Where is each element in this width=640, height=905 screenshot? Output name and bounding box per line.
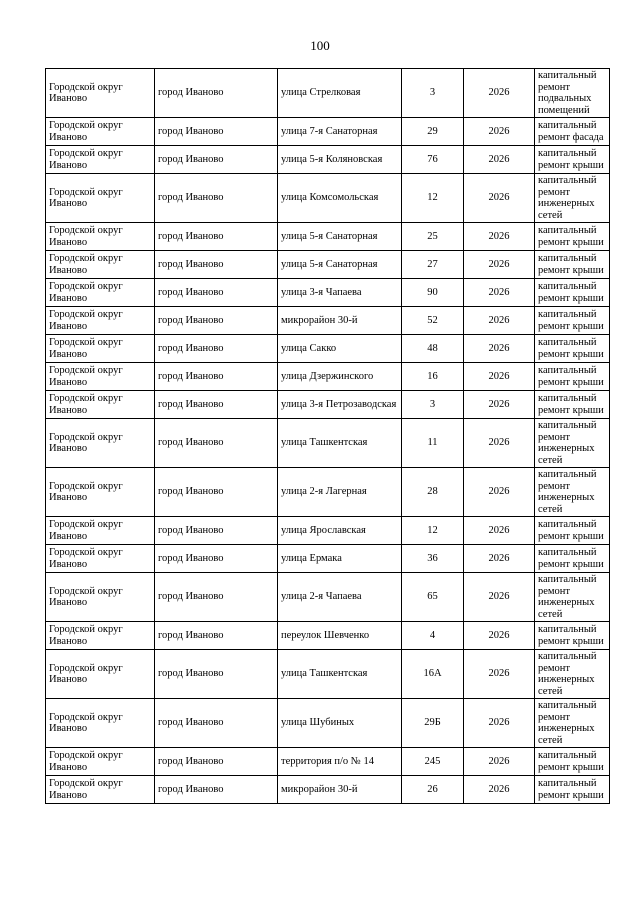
table-row xyxy=(46,69,610,118)
house-cell: 26 xyxy=(402,776,464,804)
city-cell: город Иваново xyxy=(155,517,278,545)
table-row xyxy=(46,391,610,419)
okrug-cell: Городской округ Иваново xyxy=(46,279,155,307)
house-cell: 29 xyxy=(402,118,464,146)
street-cell: переулок Шевченко xyxy=(278,622,402,650)
year-cell: 2026 xyxy=(464,468,535,517)
table-row xyxy=(46,174,610,223)
street-cell: улица Ташкентская xyxy=(278,650,402,699)
table-row xyxy=(46,517,610,545)
work-type-cell: капитальный ремонт крыши xyxy=(535,363,610,391)
house-cell: 28 xyxy=(402,468,464,517)
okrug-cell: Городской округ Иваново xyxy=(46,517,155,545)
street-cell: улица 7-я Санаторная xyxy=(278,118,402,146)
street-cell: улица 2-я Лагерная xyxy=(278,468,402,517)
house-cell: 25 xyxy=(402,223,464,251)
work-type-cell: капитальный ремонт подвальных помещений xyxy=(535,69,610,118)
table-row xyxy=(46,146,610,174)
table-row xyxy=(46,251,610,279)
street-cell: улица Дзержинского xyxy=(278,363,402,391)
year-cell: 2026 xyxy=(464,279,535,307)
house-cell: 12 xyxy=(402,517,464,545)
city-cell: город Иваново xyxy=(155,146,278,174)
okrug-cell: Городской округ Иваново xyxy=(46,363,155,391)
work-type-cell: капитальный ремонт фасада xyxy=(535,118,610,146)
house-cell: 52 xyxy=(402,307,464,335)
city-cell: город Иваново xyxy=(155,363,278,391)
house-cell: 90 xyxy=(402,279,464,307)
year-cell: 2026 xyxy=(464,748,535,776)
okrug-cell: Городской округ Иваново xyxy=(46,307,155,335)
work-type-cell: капитальный ремонт крыши xyxy=(535,335,610,363)
table-row xyxy=(46,363,610,391)
work-type-cell: капитальный ремонт крыши xyxy=(535,545,610,573)
work-type-cell: капитальный ремонт крыши xyxy=(535,748,610,776)
city-cell: город Иваново xyxy=(155,279,278,307)
work-type-cell: капитальный ремонт крыши xyxy=(535,622,610,650)
city-cell: город Иваново xyxy=(155,118,278,146)
street-cell: микрорайон 30-й xyxy=(278,307,402,335)
work-type-cell: капитальный ремонт крыши xyxy=(535,517,610,545)
street-cell: улица 5-я Санаторная xyxy=(278,251,402,279)
street-cell: улица 3-я Чапаева xyxy=(278,279,402,307)
table-row xyxy=(46,573,610,622)
city-cell: город Иваново xyxy=(155,69,278,118)
house-cell: 4 xyxy=(402,622,464,650)
street-cell: улица 5-я Коляновская xyxy=(278,146,402,174)
city-cell: город Иваново xyxy=(155,622,278,650)
city-cell: город Иваново xyxy=(155,391,278,419)
okrug-cell: Городской округ Иваново xyxy=(46,118,155,146)
year-cell: 2026 xyxy=(464,335,535,363)
year-cell: 2026 xyxy=(464,545,535,573)
street-cell: микрорайон 30-й xyxy=(278,776,402,804)
city-cell: город Иваново xyxy=(155,748,278,776)
table-row xyxy=(46,776,610,804)
street-cell: улица 5-я Санаторная xyxy=(278,223,402,251)
table-row xyxy=(46,335,610,363)
work-type-cell: капитальный ремонт крыши xyxy=(535,776,610,804)
table-row xyxy=(46,468,610,517)
house-cell: 36 xyxy=(402,545,464,573)
work-type-cell: капитальный ремонт инженерных сетей xyxy=(535,468,610,517)
year-cell: 2026 xyxy=(464,118,535,146)
work-type-cell: капитальный ремонт инженерных сетей xyxy=(535,699,610,748)
city-cell: город Иваново xyxy=(155,307,278,335)
city-cell: город Иваново xyxy=(155,251,278,279)
year-cell: 2026 xyxy=(464,69,535,118)
page-number: 100 xyxy=(310,38,330,53)
house-cell: 245 xyxy=(402,748,464,776)
okrug-cell: Городской округ Иваново xyxy=(46,146,155,174)
table-row xyxy=(46,118,610,146)
okrug-cell: Городской округ Иваново xyxy=(46,69,155,118)
city-cell: город Иваново xyxy=(155,545,278,573)
okrug-cell: Городской округ Иваново xyxy=(46,251,155,279)
house-cell: 48 xyxy=(402,335,464,363)
house-cell: 76 xyxy=(402,146,464,174)
work-type-cell: капитальный ремонт крыши xyxy=(535,146,610,174)
city-cell: город Иваново xyxy=(155,776,278,804)
table-row xyxy=(46,748,610,776)
work-type-cell: капитальный ремонт крыши xyxy=(535,223,610,251)
table-row xyxy=(46,545,610,573)
year-cell: 2026 xyxy=(464,307,535,335)
table-row xyxy=(46,279,610,307)
city-cell: город Иваново xyxy=(155,223,278,251)
table-row xyxy=(46,419,610,468)
work-type-cell: капитальный ремонт инженерных сетей xyxy=(535,174,610,223)
okrug-cell: Городской округ Иваново xyxy=(46,174,155,223)
house-cell: 29Б xyxy=(402,699,464,748)
city-cell: город Иваново xyxy=(155,699,278,748)
year-cell: 2026 xyxy=(464,517,535,545)
city-cell: город Иваново xyxy=(155,174,278,223)
year-cell: 2026 xyxy=(464,391,535,419)
street-cell: улица Ермака xyxy=(278,545,402,573)
street-cell: улица Ярославская xyxy=(278,517,402,545)
okrug-cell: Городской округ Иваново xyxy=(46,573,155,622)
street-cell: территория п/о № 14 xyxy=(278,748,402,776)
house-cell: 16 xyxy=(402,363,464,391)
house-cell: 27 xyxy=(402,251,464,279)
house-cell: 11 xyxy=(402,419,464,468)
year-cell: 2026 xyxy=(464,363,535,391)
table-row xyxy=(46,622,610,650)
house-cell: 3 xyxy=(402,391,464,419)
table-row xyxy=(46,650,610,699)
year-cell: 2026 xyxy=(464,650,535,699)
house-cell: 65 xyxy=(402,573,464,622)
okrug-cell: Городской округ Иваново xyxy=(46,776,155,804)
street-cell: улица Сакко xyxy=(278,335,402,363)
year-cell: 2026 xyxy=(464,251,535,279)
table-row xyxy=(46,307,610,335)
work-type-cell: капитальный ремонт инженерных сетей xyxy=(535,419,610,468)
okrug-cell: Городской округ Иваново xyxy=(46,622,155,650)
table-row xyxy=(46,223,610,251)
okrug-cell: Городской округ Иваново xyxy=(46,545,155,573)
year-cell: 2026 xyxy=(464,573,535,622)
work-type-cell: капитальный ремонт крыши xyxy=(535,251,610,279)
table-row xyxy=(46,699,610,748)
okrug-cell: Городской округ Иваново xyxy=(46,391,155,419)
work-type-cell: капитальный ремонт крыши xyxy=(535,279,610,307)
city-cell: город Иваново xyxy=(155,650,278,699)
year-cell: 2026 xyxy=(464,223,535,251)
housing-repair-table xyxy=(45,68,610,804)
work-type-cell: капитальный ремонт крыши xyxy=(535,391,610,419)
okrug-cell: Городской округ Иваново xyxy=(46,699,155,748)
street-cell: улица Ташкентская xyxy=(278,419,402,468)
city-cell: город Иваново xyxy=(155,419,278,468)
street-cell: улица Стрелковая xyxy=(278,69,402,118)
city-cell: город Иваново xyxy=(155,335,278,363)
house-cell: 3 xyxy=(402,69,464,118)
street-cell: улица Комсомольская xyxy=(278,174,402,223)
year-cell: 2026 xyxy=(464,776,535,804)
work-type-cell: капитальный ремонт крыши xyxy=(535,307,610,335)
okrug-cell: Городской округ Иваново xyxy=(46,335,155,363)
okrug-cell: Городской округ Иваново xyxy=(46,419,155,468)
city-cell: город Иваново xyxy=(155,573,278,622)
year-cell: 2026 xyxy=(464,419,535,468)
work-type-cell: капитальный ремонт инженерных сетей xyxy=(535,573,610,622)
okrug-cell: Городской округ Иваново xyxy=(46,650,155,699)
year-cell: 2026 xyxy=(464,146,535,174)
city-cell: город Иваново xyxy=(155,468,278,517)
okrug-cell: Городской округ Иваново xyxy=(46,468,155,517)
house-cell: 12 xyxy=(402,174,464,223)
okrug-cell: Городской округ Иваново xyxy=(46,748,155,776)
year-cell: 2026 xyxy=(464,699,535,748)
street-cell: улица 3-я Петрозаводская xyxy=(278,391,402,419)
work-type-cell: капитальный ремонт инженерных сетей xyxy=(535,650,610,699)
street-cell: улица 2-я Чапаева xyxy=(278,573,402,622)
house-cell: 16А xyxy=(402,650,464,699)
year-cell: 2026 xyxy=(464,174,535,223)
year-cell: 2026 xyxy=(464,622,535,650)
okrug-cell: Городской округ Иваново xyxy=(46,223,155,251)
street-cell: улица Шубиных xyxy=(278,699,402,748)
